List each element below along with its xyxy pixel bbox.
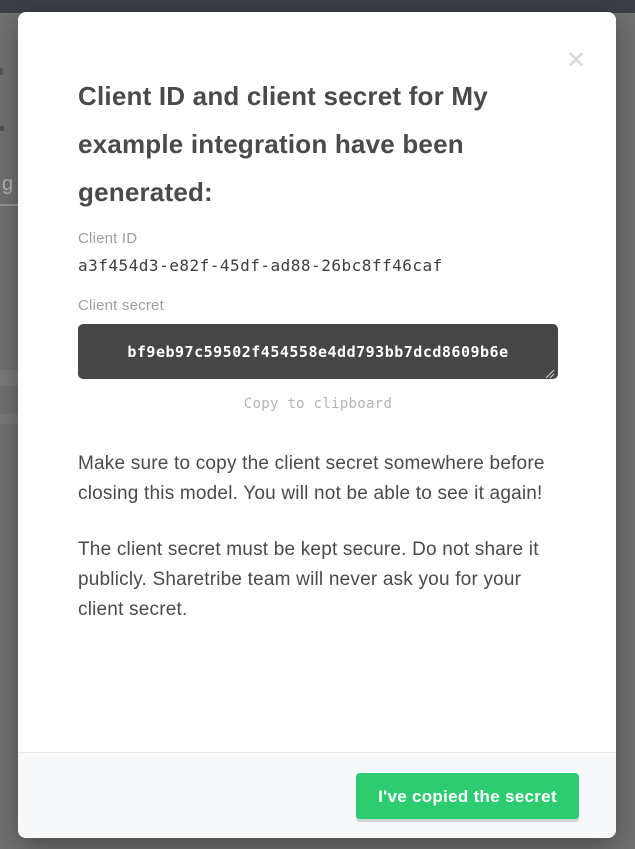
modal-title: Client ID and client secret for My example integration have been generated: bbox=[78, 81, 488, 207]
background-text-fragment bbox=[0, 126, 4, 131]
close-icon[interactable]: ✕ bbox=[560, 45, 592, 77]
background-row-fragment bbox=[0, 414, 18, 424]
background-text-fragment bbox=[0, 68, 3, 75]
client-secret-textarea[interactable] bbox=[78, 324, 558, 379]
copy-to-clipboard-link[interactable]: Copy to clipboard bbox=[78, 396, 558, 412]
copied-secret-confirm-button[interactable]: I've copied the secret bbox=[356, 773, 579, 819]
client-id-label: Client ID bbox=[78, 230, 138, 247]
background-partial-text: g bbox=[2, 173, 14, 195]
client-secret-modal bbox=[18, 12, 616, 838]
resize-handle-icon[interactable] bbox=[545, 366, 555, 376]
client-id-value: a3f454d3-e82f-45df-ad88-26bc8ff46caf bbox=[78, 256, 443, 275]
background-row-fragment bbox=[0, 370, 18, 386]
client-secret-field-wrap bbox=[78, 324, 558, 379]
secret-security-warning: The client secret must be kept secure. Do not share it publicly. Sharetribe team will never ask you for your client secret. bbox=[78, 539, 539, 620]
background-divider bbox=[0, 204, 18, 206]
modal-footer bbox=[18, 752, 616, 838]
secret-copy-warning: Make sure to copy the client secret somewhere before closing this model. You will not be able to see it again! bbox=[78, 453, 545, 504]
modal-body bbox=[18, 72, 616, 625]
client-secret-label: Client secret bbox=[78, 297, 164, 314]
